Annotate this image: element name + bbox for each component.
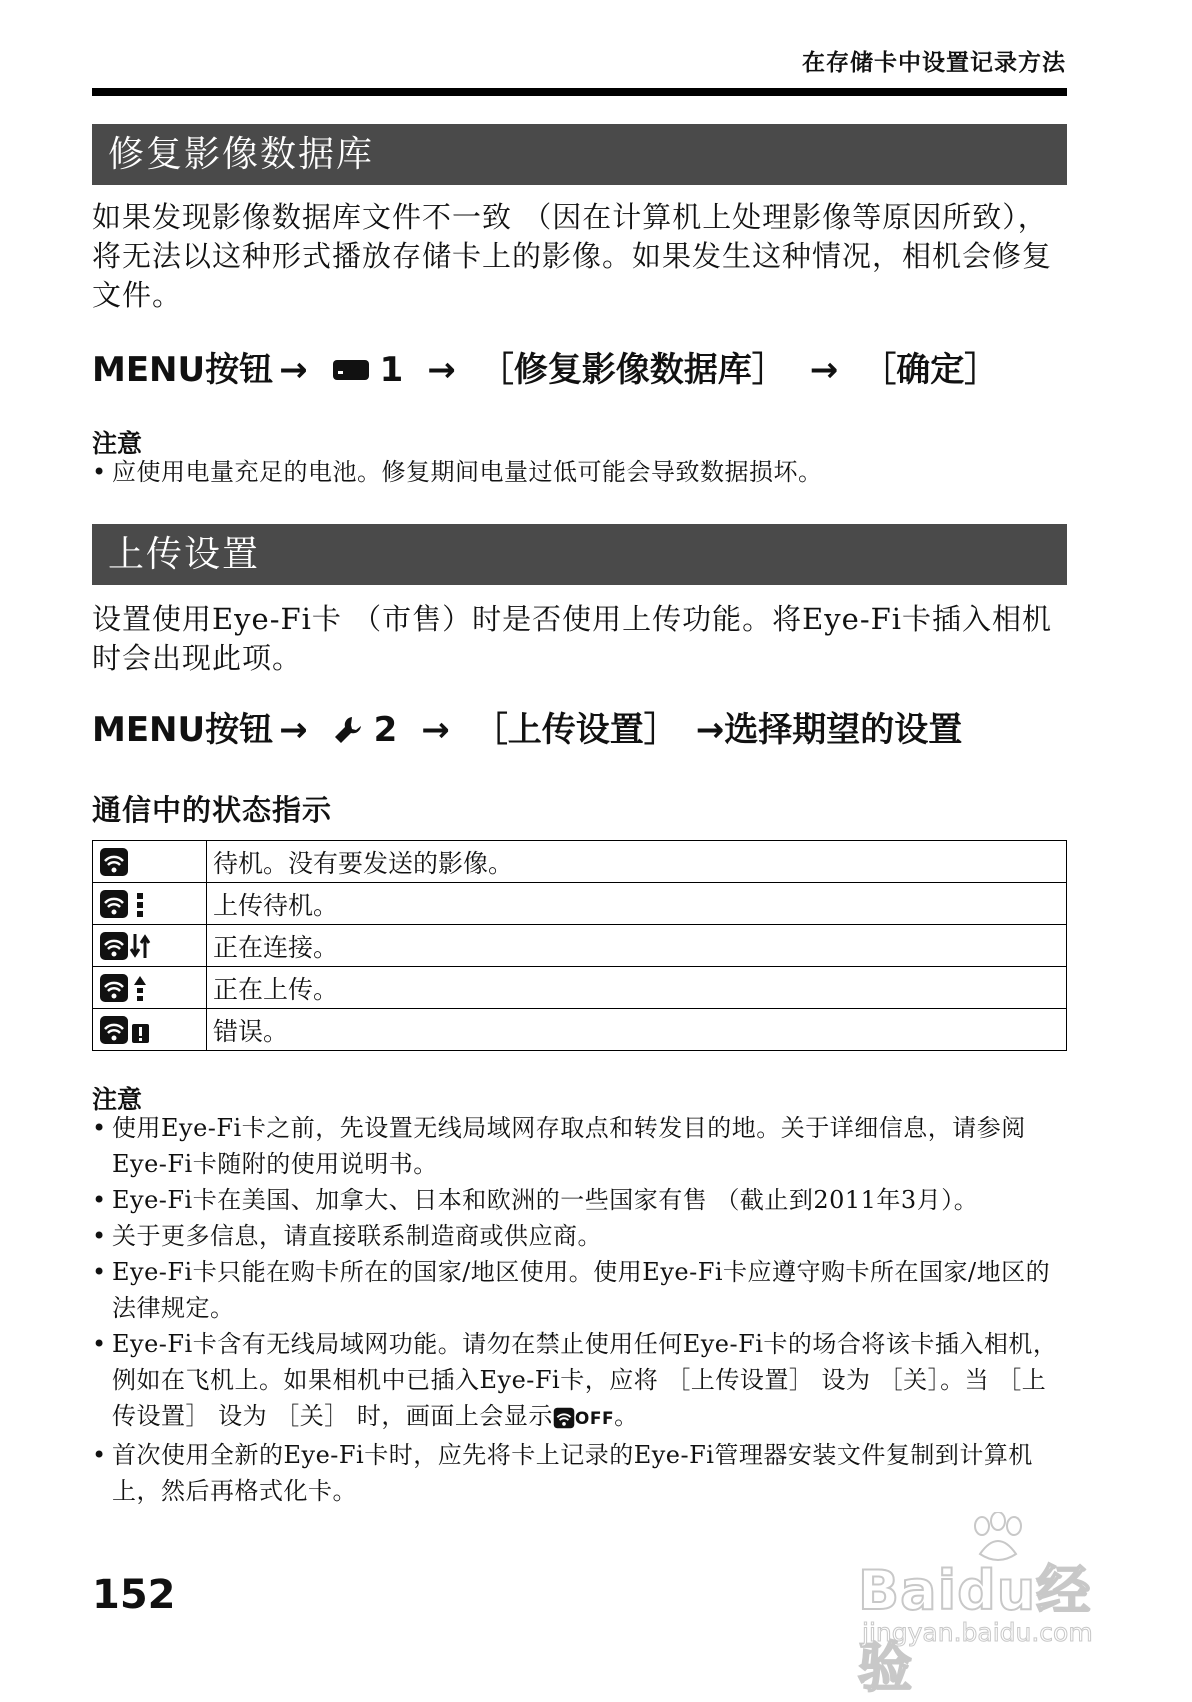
table-row bbox=[93, 883, 1067, 925]
eyefi-off-icon bbox=[553, 1407, 575, 1429]
arrow-icon: → bbox=[279, 710, 308, 750]
status-text: 错误。 bbox=[207, 1009, 1067, 1051]
note-item bbox=[92, 1326, 1067, 1437]
status-table bbox=[92, 840, 1067, 1051]
off-label: OFF bbox=[574, 1409, 615, 1429]
note-item: • 使用Eye-Fi卡之前，先设置无线局域网存取点和转发目的地。关于详细信息，请参阅Eye-Fi卡随附的使用说明书。 bbox=[92, 1110, 1067, 1182]
note-list bbox=[92, 1110, 1067, 1509]
menu-label: MENU按钮 bbox=[92, 350, 274, 390]
menu-final-step: →选择期望的设置 bbox=[695, 710, 963, 750]
menu-label: MENU按钮 bbox=[92, 710, 274, 750]
note-text: Eye-Fi卡含有无线局域网功能。请勿在禁止使用任何Eye-Fi卡的场合将该卡插入相机，例如在飞机上。如果相机中已插入Eye-Fi卡，应将 ［上传设置］ 设为 ［关］。当 ［上传设置］ 设为 ［关］ 时，画面上会显示 bbox=[112, 1330, 1058, 1430]
camera-tab-icon bbox=[332, 359, 370, 381]
menu-path bbox=[92, 348, 1067, 392]
section-paragraph: 如果发现影像数据库文件不一致 （因在计算机上处理影像等原因所致），将无法以这种形式播放存储卡上的影像。如果发生这种情况，相机会修复文件。 bbox=[92, 200, 1053, 312]
table-row bbox=[93, 1009, 1067, 1051]
note-title: 注意 bbox=[92, 1085, 143, 1114]
arrow-icon: → bbox=[279, 350, 308, 390]
confirm-label: ［确定］ bbox=[862, 350, 999, 390]
eyefi-standby-icon bbox=[99, 847, 129, 877]
note-item: • 首次使用全新的Eye-Fi卡时，应先将卡上记录的Eye-Fi管理器安装文件复制到计算机上，然后再格式化卡。 bbox=[92, 1437, 1067, 1509]
status-heading: 通信中的状态指示 bbox=[92, 793, 333, 827]
status-text: 待机。没有要发送的影像。 bbox=[207, 841, 1067, 883]
note-text: 。 bbox=[614, 1402, 639, 1430]
note-item: • Eye-Fi卡在美国、加拿大、日本和欧洲的一些国家有售 （截止到2011年3月）。 bbox=[92, 1182, 1067, 1218]
status-text: 正在连接。 bbox=[207, 925, 1067, 967]
menu-path bbox=[92, 708, 1067, 752]
section-title-repair-db: 修复影像数据库 bbox=[92, 124, 1067, 185]
running-header: 在存储卡中设置记录方法 bbox=[802, 50, 1066, 76]
table-row bbox=[93, 841, 1067, 883]
status-text: 正在上传。 bbox=[207, 967, 1067, 1009]
section-paragraph: 设置使用Eye-Fi卡 （市售）时是否使用上传功能。将Eye-Fi卡插入相机时会出现此项。 bbox=[92, 602, 1053, 675]
eyefi-upload-standby-icon bbox=[99, 889, 151, 919]
watermark-url: jingyan.baidu.com bbox=[862, 1618, 1093, 1647]
tab-number: 2 bbox=[373, 710, 398, 750]
watermark-brand: Baidu经验 bbox=[858, 1559, 1092, 1699]
arrow-icon: → bbox=[421, 710, 450, 750]
status-text: 上传待机。 bbox=[207, 883, 1067, 925]
tab-number: 1 bbox=[379, 350, 404, 390]
note-item: • Eye-Fi卡只能在购卡所在的国家/地区使用。使用Eye-Fi卡应遵守购卡所在国家/地区的法律规定。 bbox=[92, 1254, 1067, 1326]
header-rule bbox=[92, 88, 1067, 96]
wrench-icon bbox=[332, 714, 364, 746]
arrow-icon: → bbox=[809, 350, 839, 390]
arrow-icon: → bbox=[427, 350, 456, 390]
menu-item-label: ［上传设置］ bbox=[473, 710, 678, 750]
eyefi-error-icon bbox=[99, 1015, 151, 1045]
eyefi-connecting-icon bbox=[99, 931, 151, 961]
eyefi-uploading-icon bbox=[99, 973, 151, 1003]
section-title-upload-settings: 上传设置 bbox=[92, 524, 1067, 585]
menu-item-label: ［修复影像数据库］ bbox=[479, 350, 786, 390]
note-item: • 关于更多信息，请直接联系制造商或供应商。 bbox=[92, 1218, 1067, 1254]
baidu-watermark bbox=[858, 1512, 1138, 1699]
note-title: 注意 bbox=[92, 429, 143, 458]
note-list bbox=[92, 454, 1067, 490]
page-number: 152 bbox=[92, 1572, 176, 1618]
table-row bbox=[93, 925, 1067, 967]
note-item: • 应使用电量充足的电池。修复期间电量过低可能会导致数据损坏。 bbox=[92, 454, 1067, 490]
table-row bbox=[93, 967, 1067, 1009]
